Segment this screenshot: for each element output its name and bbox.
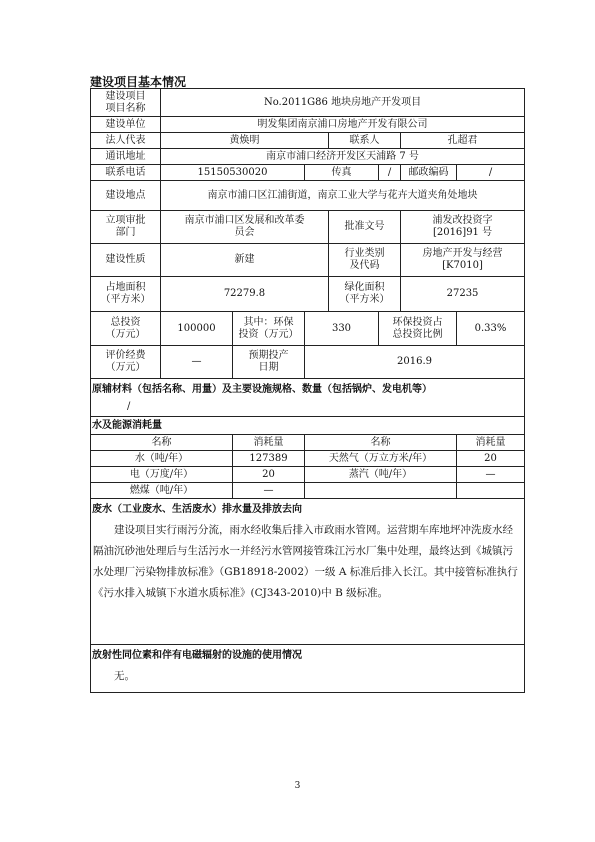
radiation-section bbox=[91, 645, 525, 693]
legal-rep: 黄焕明 bbox=[161, 133, 329, 149]
row-radiation bbox=[91, 645, 525, 693]
location-label: 建设地点 bbox=[91, 181, 161, 211]
env-invest-label: 其中：环保 投资（万元） bbox=[233, 312, 305, 346]
radiation-heading: 放射性同位素和伴有电磁辐射的设施的使用情况 bbox=[92, 650, 302, 661]
energy-name bbox=[305, 483, 457, 499]
eval-fee: — bbox=[161, 346, 233, 379]
env-invest: 330 bbox=[305, 312, 379, 346]
env-ratio: 0.33% bbox=[457, 312, 525, 346]
expected-date: 2016.9 bbox=[305, 346, 525, 379]
nature: 新建 bbox=[161, 244, 329, 277]
total-invest-label: 总投资 （万元） bbox=[91, 312, 161, 346]
energy-name: 天然气（万立方米/年） bbox=[305, 451, 457, 467]
raw-materials-section bbox=[91, 379, 525, 417]
project-info-table bbox=[90, 88, 525, 693]
energy-amount bbox=[457, 483, 525, 499]
row-location bbox=[91, 181, 525, 211]
row-water-energy-header bbox=[91, 435, 525, 451]
wastewater-heading: 废水（工业废水、生活废水）排水量及排放去向 bbox=[92, 504, 302, 515]
row-builder bbox=[91, 117, 525, 133]
row-nature bbox=[91, 244, 525, 277]
energy-name: 电（万度/年） bbox=[91, 467, 233, 483]
row-water-energy-heading bbox=[91, 417, 525, 435]
address-label: 通讯地址 bbox=[91, 149, 161, 165]
approval-no-label: 批准文号 bbox=[329, 211, 401, 244]
eval-fee-label: 评价经费 （万元） bbox=[91, 346, 161, 379]
row-legal-rep bbox=[91, 133, 525, 149]
row-raw-materials bbox=[91, 379, 525, 417]
col-amount-2: 消耗量 bbox=[457, 435, 525, 451]
row-project-name bbox=[91, 89, 525, 117]
table-row bbox=[91, 467, 525, 483]
location: 南京市浦口区江浦街道，南京工业大学与花卉大道夹角处地块 bbox=[161, 181, 525, 211]
energy-amount: 20 bbox=[457, 451, 525, 467]
energy-name: 水（吨/年） bbox=[91, 451, 233, 467]
energy-amount: — bbox=[457, 467, 525, 483]
table-row bbox=[91, 483, 525, 499]
table-row bbox=[91, 451, 525, 467]
address: 南京市浦口经济开发区天浦路 7 号 bbox=[161, 149, 525, 165]
legal-rep-label: 法人代表 bbox=[91, 133, 161, 149]
total-invest: 100000 bbox=[161, 312, 233, 346]
row-address bbox=[91, 149, 525, 165]
row-eval bbox=[91, 346, 525, 379]
industry-label: 行业类别 及代码 bbox=[329, 244, 401, 277]
raw-materials-content: / bbox=[127, 401, 131, 412]
builder: 明发集团南京浦口房地产开发有限公司 bbox=[161, 117, 525, 133]
approval-dept: 南京市浦口区发展和改革委 员会 bbox=[161, 211, 329, 244]
energy-name: 燃煤（吨/年） bbox=[91, 483, 233, 499]
row-investment bbox=[91, 312, 525, 346]
contact-label: 联系人 bbox=[329, 133, 401, 149]
green-area-label: 绿化面积 （平方米） bbox=[329, 277, 401, 312]
col-name-2: 名称 bbox=[305, 435, 457, 451]
expected-date-label: 预期投产 日期 bbox=[233, 346, 305, 379]
phone-label: 联系电话 bbox=[91, 165, 161, 181]
wastewater-section bbox=[91, 499, 525, 645]
row-area bbox=[91, 277, 525, 312]
contact: 孔超君 bbox=[401, 133, 525, 149]
builder-label: 建设单位 bbox=[91, 117, 161, 133]
phone: 15150530020 bbox=[161, 165, 305, 181]
radiation-content: 无。 bbox=[114, 670, 135, 682]
row-approval bbox=[91, 211, 525, 244]
green-area: 27235 bbox=[401, 277, 525, 312]
project-name: No.2011G86 地块房地产开发项目 bbox=[161, 89, 525, 117]
energy-amount: 20 bbox=[233, 467, 305, 483]
row-phone bbox=[91, 165, 525, 181]
industry: 房地产开发与经营 [K7010] bbox=[401, 244, 525, 277]
approval-no: 浦发改投资字 [2016]91 号 bbox=[401, 211, 525, 244]
fax: / bbox=[379, 165, 401, 181]
energy-amount: — bbox=[233, 483, 305, 499]
page-title: 建设项目基本情况 bbox=[90, 75, 187, 89]
fax-label: 传真 bbox=[305, 165, 379, 181]
energy-name: 蒸汽（吨/年） bbox=[305, 467, 457, 483]
land-area: 72279.8 bbox=[161, 277, 329, 312]
water-energy-heading: 水及能源消耗量 bbox=[91, 417, 525, 435]
raw-materials-heading: 原辅材料（包括名称、用量）及主要设施规格、数量（包括锅炉、发电机等） bbox=[92, 384, 432, 395]
col-name-1: 名称 bbox=[91, 435, 233, 451]
project-name-label: 建设项目 项目名称 bbox=[91, 89, 161, 117]
nature-label: 建设性质 bbox=[91, 244, 161, 277]
postcode-label: 邮政编码 bbox=[401, 165, 457, 181]
row-wastewater bbox=[91, 499, 525, 645]
col-amount-1: 消耗量 bbox=[233, 435, 305, 451]
land-area-label: 占地面积 （平方米） bbox=[91, 277, 161, 312]
approval-dept-label: 立项审批 部门 bbox=[91, 211, 161, 244]
postcode: / bbox=[457, 165, 525, 181]
energy-amount: 127389 bbox=[233, 451, 305, 467]
env-ratio-label: 环保投资占 总投资比例 bbox=[379, 312, 457, 346]
wastewater-content: 建设项目实行雨污分流，雨水经收集后排入市政雨水管网。运营期车库地坪冲洗废水经隔油沉砂池处理后与生活污水一并经污水管网接管珠江污水厂集中处理，最终达到《城镇污水处理厂污染物排放标准》（GB18918-2002）一级 A 标准后排入长江。其中接管标准执行《污水排入城镇下水道水质标准》(CJ343-2010)中 B 级标准。 bbox=[93, 524, 518, 599]
page-number: 3 bbox=[294, 781, 301, 791]
